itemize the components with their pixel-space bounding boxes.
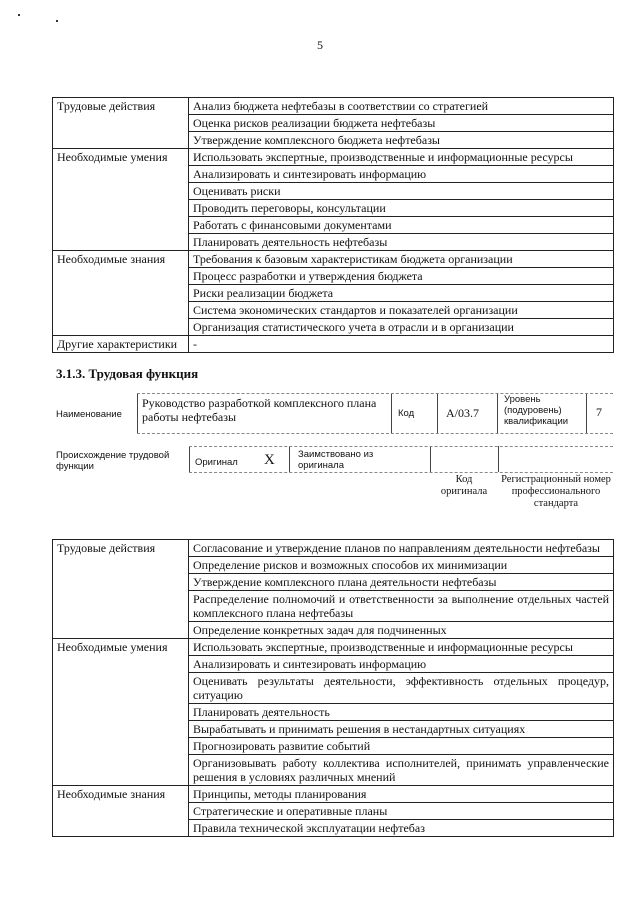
row-item: Анализировать и синтезировать информацию (189, 656, 614, 673)
row-item: Утверждение комплексного бюджета нефтебазы (189, 132, 614, 149)
row-item: Анализировать и синтезировать информацию (189, 166, 614, 183)
page-number: 5 (317, 38, 323, 52)
row-item: Правила технической эксплуатации нефтебаз (189, 820, 614, 837)
row-item: Процесс разработки и утверждения бюджета (189, 268, 614, 285)
row-item: Планировать деятельность (189, 704, 614, 721)
table-row (53, 786, 614, 803)
row-item: Оценка рисков реализации бюджета нефтебазы (189, 115, 614, 132)
level-label: Уровень (подуровень) квалификации (504, 394, 569, 427)
row-label: Необходимые знания (53, 786, 189, 837)
borrowed-label: Заимствовано из оригинала (298, 449, 374, 471)
row-item: Проводить переговоры, консультации (189, 200, 614, 217)
code-original-label: Код оригинала (440, 474, 488, 497)
row-item: Планировать деятельность нефтебазы (189, 234, 614, 251)
row-label: Необходимые умения (53, 149, 189, 251)
row-item: Оценивать результаты деятельности, эффективность отдельных процедур, ситуацию (189, 673, 614, 704)
table-row (53, 251, 614, 268)
reg-number-label: Регистрационный номер профессионального стандарта (501, 474, 611, 509)
row-label: Трудовые действия (53, 540, 189, 639)
code-label: Код (398, 408, 415, 419)
row-item: Определение конкретных задач для подчиненных (189, 622, 614, 639)
row-label: Необходимые умения (53, 639, 189, 786)
requirements-table-1 (52, 97, 614, 353)
scan-speck (18, 14, 20, 16)
row-item: Использовать экспертные, производственные и информационные ресурсы (189, 639, 614, 656)
row-item: Использовать экспертные, производственные и информационные ресурсы (189, 149, 614, 166)
row-label: Другие характеристики (53, 336, 189, 353)
name-label: Наименование (56, 409, 122, 420)
table-row (53, 639, 614, 656)
row-item: Требования к базовым характеристикам бюджета организации (189, 251, 614, 268)
scan-speck (56, 20, 58, 22)
row-item: Система экономических стандартов и показателей организации (189, 302, 614, 319)
row-item: Работать с финансовыми документами (189, 217, 614, 234)
section-title: 3.1.3. Трудовая функция (56, 366, 199, 381)
row-label: Необходимые знания (53, 251, 189, 336)
row-item: Вырабатывать и принимать решения в нестандартных ситуациях (189, 721, 614, 738)
row-item: Принципы, методы планирования (189, 786, 614, 803)
row-item: Анализ бюджета нефтебазы в соответствии со стратегией (189, 98, 614, 115)
row-item: Утверждение комплексного плана деятельности нефтебазы (189, 574, 614, 591)
level-value: 7 (596, 405, 602, 419)
original-mark: X (264, 452, 275, 468)
row-item: Прогнозировать развитие событий (189, 738, 614, 755)
table-row (53, 540, 614, 557)
row-item: Риски реализации бюджета (189, 285, 614, 302)
row-label: Трудовые действия (53, 98, 189, 149)
row-item: Организовывать работу коллектива исполнителей, принимать управленческие решения в условиях различных мнений (189, 755, 614, 786)
table-row (53, 98, 614, 115)
row-item: Согласование и утверждение планов по направлениям деятельности нефтебазы (189, 540, 614, 557)
original-label: Оригинал (195, 457, 238, 468)
requirements-table-2 (52, 539, 614, 837)
origin-label: Происхождение трудовой функции (56, 450, 170, 472)
row-item: Стратегические и оперативные планы (189, 803, 614, 820)
code-value: А/03.7 (446, 406, 479, 420)
function-name: Руководство разработкой комплексного плана работы нефтебазы (142, 396, 377, 424)
row-item: Определение рисков и возможных способов их минимизации (189, 557, 614, 574)
row-item: Организация статистического учета в отрасли и в организации (189, 319, 614, 336)
row-item: Оценивать риски (189, 183, 614, 200)
table-row (53, 336, 614, 353)
row-item: - (189, 336, 614, 353)
row-item: Распределение полномочий и ответственности за выполнение отдельных частей комплексного плана нефтебазы (189, 591, 614, 622)
table-row (53, 149, 614, 166)
